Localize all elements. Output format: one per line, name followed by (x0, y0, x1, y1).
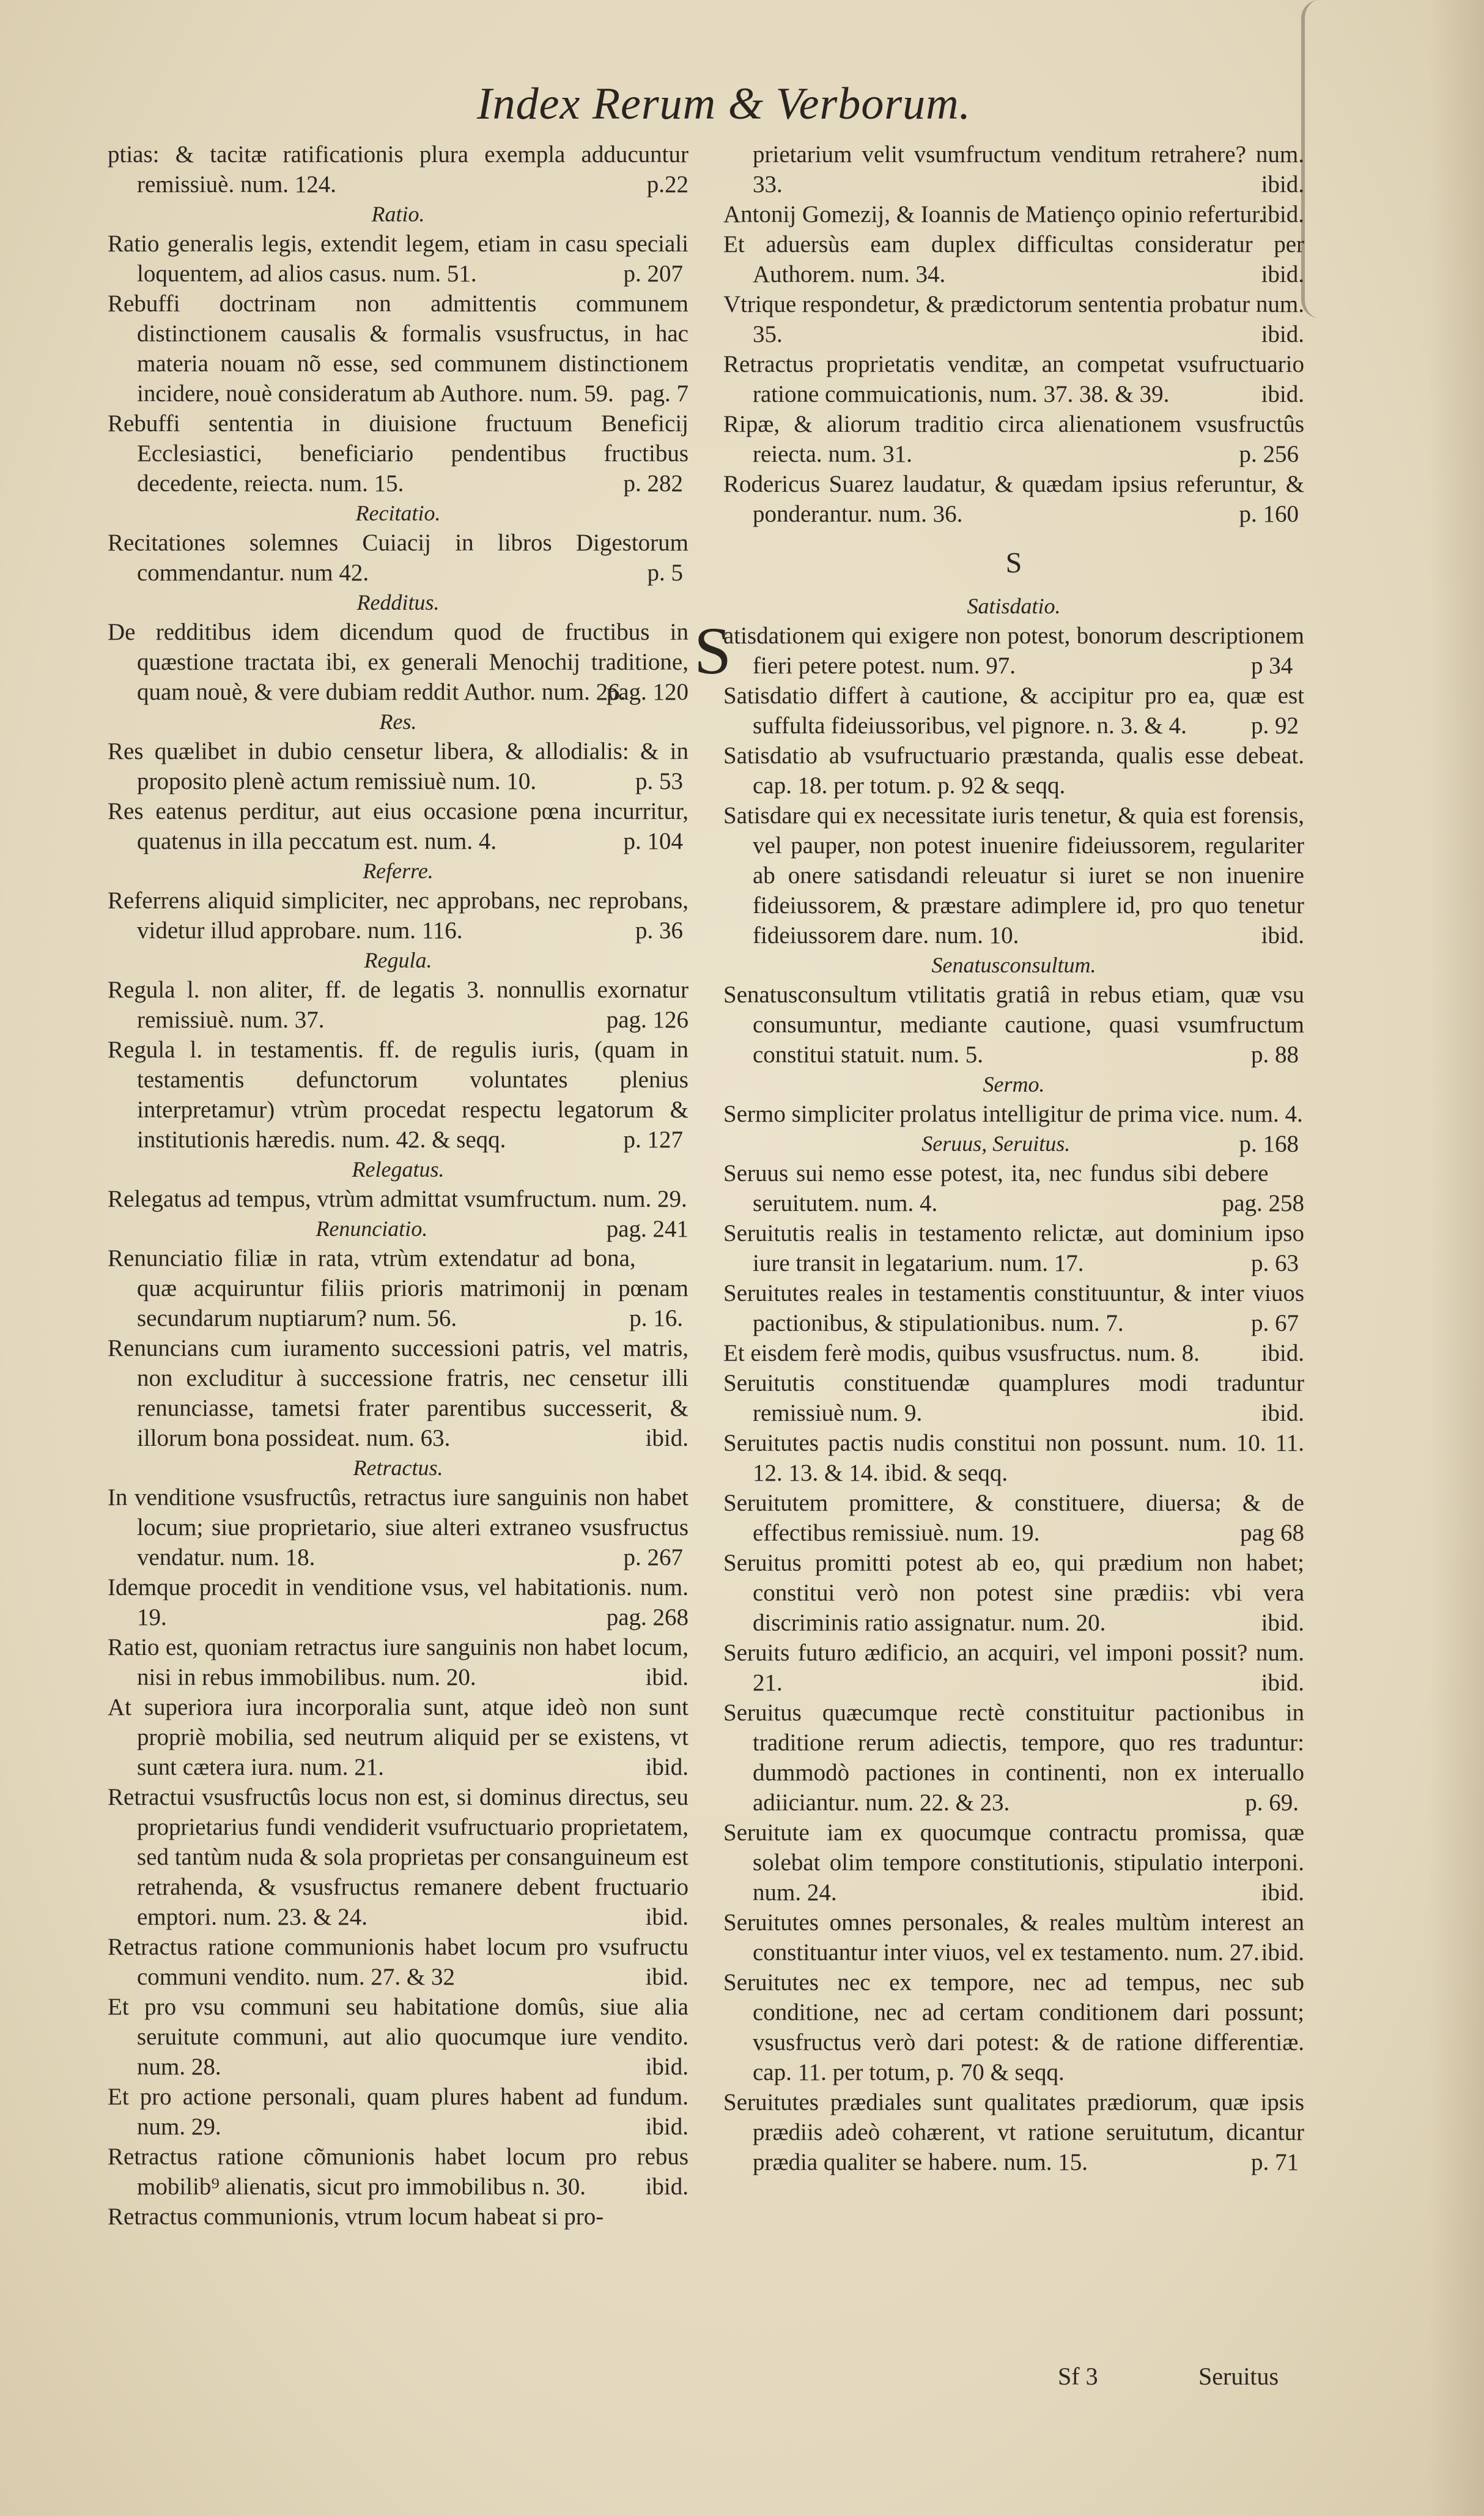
page-reference: p. 16. (629, 1305, 683, 1331)
index-entry (723, 1338, 1304, 1368)
index-entry (723, 681, 1304, 741)
entry-text: In venditione vsusfructûs, retractus iure sanguinis non habet locum; siue proprietario, siue alteri extraneo vsusfructus vendatur. num. 18. (108, 1484, 688, 1571)
entry-text: Referrens aliquid simpliciter, nec approbans, nec reprobans, videtur illud approbare. num. 116. (108, 887, 688, 944)
page-reference: p. 168 (1239, 1131, 1299, 1157)
entry-text: Satisdatio differt à cautione, & accipitur pro ea, quæ est suffulta fideiussoribus, vel pignore. n. 3. & 4. (723, 683, 1304, 739)
index-entry (723, 801, 1304, 950)
entry-text: Rodericus Suarez laudatur, & quædam ipsius referuntur, & ponderantur. num. 36. (723, 471, 1304, 527)
page-reference: p. 267 (623, 1544, 683, 1571)
page-reference: ibid. (645, 1425, 688, 1451)
index-entry (723, 289, 1304, 349)
entry-text: Renuncians cum iuramento successioni patris, vel matris, non excluditur à successione fratris, nec censetur illi renunciasse, tametsi frater parentibus successerit, & illorum bona possideat. num. 63. (108, 1335, 688, 1451)
entry-text: Regula l. non aliter, ff. de legatis 3. nonnullis exornatur remissiuè. num. 37. (108, 977, 688, 1033)
index-entry (723, 980, 1304, 1070)
entry-text: Antonij Gomezij, & Ioannis de Matienço opinio refertur. (723, 201, 1264, 228)
catchword: Seruitus (1198, 2362, 1279, 2390)
index-entry (723, 1907, 1304, 1967)
page-reference: ibid. (1261, 1879, 1304, 1906)
right-column (694, 139, 1304, 2177)
page-reference: pag. 268 (606, 1604, 688, 1630)
entry-text: Renunciatio filiæ in rata, vtrùm extendatur ad bona, quæ acquiruntur filiis prioris matrimonij in pœnam secundarum nuptiarum? num. 56. (108, 1245, 688, 1331)
left-column (108, 139, 688, 2232)
index-entry (723, 409, 1304, 469)
entry-text: Seruitus quæcumque rectè constituitur pactionibus in traditione rerum adiectis, tempore, quo res traduntur: dummodò pactiones in continenti, non ex interuallo adiiciantur. num. 22. & 23. (723, 1700, 1304, 1816)
binding-thread (1301, 0, 1329, 318)
page-reference: p. 53 (635, 768, 683, 794)
index-entry (723, 1218, 1304, 1278)
index-entry (108, 2082, 688, 2142)
index-entry (723, 1278, 1304, 1338)
index-entry (108, 2142, 688, 2202)
entry-text: Seruitutes pactis nudis constitui non possunt. num. 10. 11. 12. 13. & 14. ibid. & seqq. (723, 1430, 1304, 1486)
index-entry (108, 1632, 688, 1692)
section-heading: Sermo. (983, 1072, 1045, 1097)
entry-text: Rebuffi doctrinam non admittentis communem distinctionem causalis & formalis vsusfructus, in hac materia nouam nõ esse, sed communem distinctionem incidere, nouè consideratum ab Authore. num. 59. (108, 290, 688, 407)
page-reference: ibid. (1261, 1670, 1304, 1696)
page-reference: p.22 (646, 171, 688, 198)
page-reference: p. 282 (623, 470, 683, 497)
entry-text: Res quælibet in dubio censetur libera, & allodialis: & in proposito plenè actum remissiuè num. 10. (108, 738, 688, 794)
section-heading: Satisdatio. (967, 594, 1061, 618)
index-entry (108, 139, 688, 199)
page-reference: ibid. (1261, 321, 1304, 347)
entry-text: Ratio est, quoniam retractus iure sanguinis non habet locum, nisi in rebus immobilibus. num. 20. (108, 1634, 688, 1690)
page-reference: p. 69. (1245, 1789, 1299, 1816)
entry-text: Seruitutis realis in testamento relictæ, aut dominium ipso iure transit in legatarium. num. 17. (723, 1220, 1304, 1276)
page-reference: pag. 7 (630, 380, 688, 407)
entry-text: Satisdatio ab vsufructuario præstanda, qualis esse debeat. cap. 18. per totum. p. 92 & seqq. (723, 742, 1304, 799)
page-reference: p. 88 (1251, 1042, 1299, 1068)
section-heading: Regula. (364, 948, 432, 972)
index-entry (108, 1932, 688, 1992)
page-title: Index Rerum & Verborum. (477, 79, 972, 129)
page-reference: p. 160 (1239, 501, 1299, 527)
page-reference: pag. 241 (606, 1216, 688, 1242)
entry-text: At superiora iura incorporalia sunt, atque ideò non sunt propriè mobilia, sed neutrum aliquid per se existens, vt sunt cætera iura. num. 21. (108, 1694, 688, 1780)
index-entry (108, 1992, 688, 2082)
page-reference: ibid. (1261, 922, 1304, 949)
index-entry (108, 975, 688, 1035)
entry-text: Et pro actione personali, quam plures habent ad fundum. num. 29. (108, 2084, 688, 2140)
index-entry (723, 1698, 1304, 1818)
page-reference: p. 63 (1251, 1250, 1299, 1276)
index-entry (108, 1482, 688, 1572)
section-heading: Senatusconsultum. (931, 953, 1096, 977)
entry-text: Senatusconsultum vtilitatis gratiâ in rebus etiam, quæ vsu consumuntur, mediante cautione, quasi vsumfructum constitui statuit. num. 5. (723, 982, 1304, 1068)
page-reference: ibid. (1261, 1400, 1304, 1426)
index-entry (108, 617, 688, 707)
index-entry (723, 2087, 1304, 2177)
alphabet-letter: S (1005, 547, 1022, 579)
entry-text: prietarium velit vsumfructum venditum retrahere? num. 33. (753, 141, 1304, 198)
entry-text: Retractus ratione communionis habet locum pro vsufructu communi vendito. num. 27. & 32 (108, 1934, 688, 1990)
entry-text: Seruitutes prædiales sunt qualitates prædiorum, quæ ipsis prædiis adeò cohærent, vt ratione seruitutum, dicantur prædia qualiter se habere. num. 15. (723, 2089, 1304, 2175)
page-reference: pag. 258 (1222, 1190, 1304, 1216)
entry-text: Seruus sui nemo esse potest, ita, nec fundus sibi debere seruitutem. num. 4. (723, 1160, 1269, 1216)
index-entry (108, 289, 688, 409)
index-entry (108, 2202, 688, 2232)
page-reference: ibid. (1261, 381, 1304, 407)
entry-text: Retractus ratione cõmunionis habet locum pro rebus mobilib⁹ alienatis, sicut pro immobilibus n. 30. (108, 2144, 688, 2200)
entry-text: Relegatus ad tempus, vtrùm admittat vsumfructum. num. 29. (108, 1186, 687, 1212)
index-entry (723, 1158, 1304, 1218)
entry-text: Seruitutem promittere, & constituere, diuersa; & de effectibus remissiuè. num. 19. (723, 1490, 1304, 1546)
page-reference: ibid. (645, 1904, 688, 1930)
page-reference: ibid. (1261, 201, 1304, 228)
page-reference: ibid. (645, 1754, 688, 1780)
index-entry (108, 528, 688, 588)
section-heading: Referre. (363, 859, 434, 883)
page-reference: pag. 120 (606, 679, 688, 705)
entry-text: ptias: & tacitæ ratificationis plura exempla adducuntur remissiuè. num. 124. (108, 141, 688, 198)
entry-text: Seruitutes nec ex tempore, nec ad tempus, nec sub conditione, nec ad certam conditionem dari possunt; vsusfructus verò dari potest: & de ratione differentiæ. cap. 11. per totum, p. 70 & seqq. (723, 1969, 1304, 2085)
entry-text: Idemque procedit in venditione vsus, vel habitationis. num. 19. (108, 1574, 688, 1630)
index-entry (723, 1488, 1304, 1548)
page-reference: p. 36 (635, 917, 683, 944)
page-reference: ibid. (1261, 1939, 1304, 1966)
index-entry (108, 886, 688, 945)
entry-text: Vtrique respondetur, & prædictorum sententia probatur num. 35. (723, 291, 1304, 347)
section-heading: Renunciatio. (316, 1216, 428, 1241)
page-reference: p. 5 (647, 560, 683, 586)
index-entry (723, 1967, 1304, 2087)
index-entry (108, 1035, 688, 1155)
index-entry (108, 409, 688, 498)
index-entry (723, 741, 1304, 801)
index-entry (108, 1782, 688, 1932)
entry-text: Seruitutis constituendæ quamplures modi traduntur remissiuè num. 9. (723, 1370, 1304, 1426)
index-entry (723, 199, 1304, 229)
index-entry (108, 1243, 688, 1333)
page-reference: ibid. (645, 2114, 688, 2140)
index-entry (694, 613, 1304, 688)
page-reference: ibid. (645, 1964, 688, 1990)
entry-text: Sermo simpliciter prolatus intelligitur de prima vice. num. 4. (723, 1101, 1303, 1127)
section-heading: Retractus. (353, 1456, 443, 1480)
section-heading: Res. (379, 709, 417, 734)
page-reference: pag. 126 (606, 1007, 688, 1033)
entry-text: Satisdare qui ex necessitate iuris tenetur, & quia est forensis, vel pauper, non potest inuenire fideiussorem, regulariter ab onere satisdandi releuatur si iuret se non inuenire fideiussorem, & præstare adimplere id, pro quo tenetur fideiussorem dare. num. 10. (723, 802, 1304, 949)
entry-text: Retractus proprietatis venditæ, an competat vsufructuario ratione commuicationis, num. 37. 38. & 39. (723, 351, 1304, 407)
entry-text: Ripæ, & aliorum traditio circa alienationem vsusfructûs reiecta. num. 31. (723, 411, 1304, 467)
index-entry (723, 1428, 1304, 1488)
section-heading: Redditus. (356, 590, 440, 615)
entry-text: Seruitus promitti potest ab eo, qui prædium non habet; constitui verò non potest sine prædiis: vbi vera discriminis ratio assignatur. num. 20. (723, 1550, 1304, 1636)
index-entry (723, 139, 1304, 199)
index-entry (723, 1638, 1304, 1698)
entry-text: Res eatenus perditur, aut eius occasione pœna incurritur, quatenus in illa peccatum est. num. 4. (108, 798, 688, 854)
page-reference: p 34 (1251, 653, 1293, 679)
section-heading: Seruus, Seruitus. (921, 1131, 1071, 1156)
page-edge-shadow (1429, 0, 1484, 2516)
page-reference: p. 92 (1251, 712, 1299, 739)
page-reference: p. 71 (1251, 2149, 1299, 2175)
page-reference: ibid. (645, 2174, 688, 2200)
entry-text: Seruits futuro ædificio, an acquiri, vel imponi possit? num. 21. (723, 1640, 1304, 1696)
section-heading: Relegatus. (352, 1157, 445, 1182)
page-reference: ibid. (645, 1664, 688, 1690)
page-reference: ibid. (1261, 1610, 1304, 1636)
entry-text: Retractus communionis, vtrum locum habeat si pro- (108, 2203, 604, 2230)
entry-text: De redditibus idem dicendum quod de fructibus in quæstione tractata ibi, ex generali Menochij traditione, quam nouè, & vere dubiam reddit Author. num. 26. (108, 619, 688, 705)
index-entry (723, 229, 1304, 289)
index-entry (108, 796, 688, 856)
page-reference: p. 256 (1239, 441, 1299, 467)
page-reference: ibid. (1261, 171, 1304, 198)
entry-text: Et pro vsu communi seu habitatione domûs, siue alia seruitute communi, aut alio quocumque iure vendito. num. 28. (108, 1994, 688, 2080)
entry-text: Et eisdem ferè modis, quibus vsusfructus. num. 8. (723, 1340, 1200, 1366)
entry-text: Recitationes solemnes Cuiacij in libros Digestorum commendantur. num 42. (108, 530, 688, 586)
section-heading: Ratio. (371, 202, 425, 226)
signature-mark: Sf 3 (1058, 2362, 1098, 2390)
entry-text: Seruitutes omnes personales, & reales multùm interest an constituantur inter viuos, vel ex testamento. num. 27. (723, 1909, 1304, 1966)
page-reference: p. 67 (1251, 1310, 1299, 1336)
index-entry (108, 1333, 688, 1453)
page-reference: ibid. (645, 2054, 688, 2080)
index-entry (108, 1572, 688, 1632)
page-reference: pag 68 (1239, 1520, 1304, 1546)
index-entry (108, 1692, 688, 1782)
page-reference: p. 104 (623, 828, 683, 854)
page-reference: p. 127 (623, 1127, 683, 1153)
index-entry (723, 349, 1304, 409)
index-entry (723, 1368, 1304, 1428)
entry-text: Seruitutes reales in testamentis constituuntur, & inter viuos pactionibus, & stipulationibus. num. 7. (723, 1280, 1304, 1336)
index-entry (723, 469, 1304, 529)
entry-text: Retractui vsusfructûs locus non est, si dominus directus, seu proprietarius fundi vendiderit vsufructuario proprietatem, sed tantùm nuda & sola proprietas per consanguineum est retrahenda, & vsusfructus remanere debent fructuario emptori. num. 23. & 24. (108, 1784, 688, 1930)
entry-text: Et aduersùs eam duplex difficultas consideratur per Authorem. num. 34. (723, 231, 1304, 287)
section-heading: Recitatio. (355, 501, 441, 525)
entry-text: Regula l. in testamentis. ff. de regulis iuris, (quam in testamentis defunctorum voluntates plenius interpretamur) vtrùm procedat respectu legatorum & institutionis hæredis. num. 42. & seqq. (108, 1037, 688, 1153)
page-reference: p. 207 (623, 261, 683, 287)
index-entry (108, 229, 688, 289)
entry-text: Rebuffi sententia in diuisione fructuum Beneficij Ecclesiastici, beneficiario pendentibus fructibus decedente, reiecta. num. 15. (108, 410, 688, 497)
entry-text: Seruitute iam ex quocumque contractu promissa, quæ solebat olim tempore constitutionis, stipulatio interponi. num. 24. (723, 1819, 1304, 1906)
index-entry (108, 736, 688, 796)
index-entry (723, 1818, 1304, 1907)
index-entry (723, 1548, 1304, 1638)
page-reference: ibid. (1261, 261, 1304, 287)
entry-text: Ratio generalis legis, extendit legem, etiam in casu speciali loquentem, ad alios casus. num. 51. (108, 231, 688, 287)
page-reference: ibid. (1261, 1340, 1304, 1366)
entry-text: Satisdationem qui exigere non potest, bonorum descriptionem fieri petere potest. num. 97. (694, 613, 1304, 688)
